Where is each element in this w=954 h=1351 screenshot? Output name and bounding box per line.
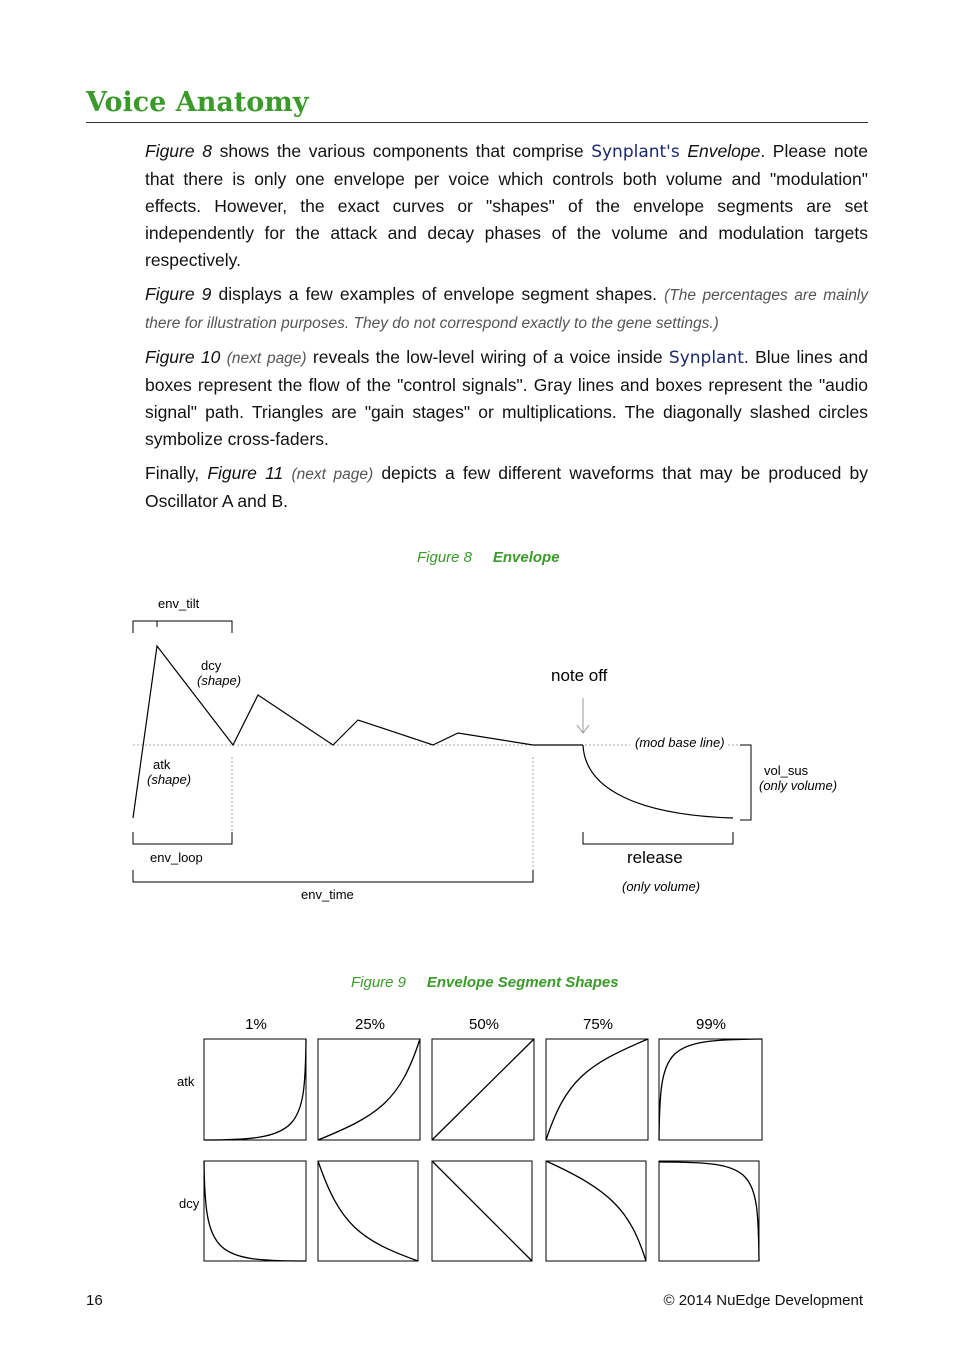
atk-curve-99	[659, 1039, 762, 1140]
row-label: atk	[177, 1074, 195, 1089]
text: depicts a few different waveforms that may be produced by Oscillator A and B.	[145, 463, 868, 511]
term: Envelope	[687, 141, 761, 161]
brand-name: Synplant's	[591, 142, 680, 162]
copyright: © 2014 NuEdge Development	[663, 1292, 863, 1309]
shape-box	[204, 1161, 306, 1261]
label-atk-shape: (shape)	[147, 772, 192, 787]
shape-box	[318, 1161, 418, 1261]
shape-box	[204, 1039, 306, 1140]
caption-title: Envelope	[492, 549, 560, 566]
column-label: 1%	[245, 1016, 267, 1033]
dcy-curve-1	[204, 1161, 306, 1261]
label-release: release	[627, 848, 683, 867]
column-label: 25%	[354, 1016, 386, 1033]
label-dcy: dcy	[201, 658, 222, 673]
dcy-curve-25	[318, 1161, 418, 1261]
label-note-off: note off	[551, 666, 608, 685]
text: . Please note that there is only one envelope per voice which controls both volume and "modulation" effects. However, the exact curves or "shapes" of the envelope segments are set independently for the attack and decay phases of the volume and modulation targets respectively.	[145, 141, 868, 270]
label-vol-sus: vol_sus	[764, 763, 809, 778]
page-title: Voice Anatomy	[86, 86, 868, 123]
caption-title: Envelope Segment Shapes	[426, 974, 619, 991]
page-number: 16	[86, 1292, 103, 1309]
paragraph-3	[145, 344, 868, 453]
paragraph-2	[145, 281, 868, 337]
figure-ref: Figure 9	[145, 284, 212, 304]
dcy-curve-75	[546, 1161, 646, 1261]
vol-sus-bracket	[740, 745, 751, 820]
label-env-tilt: env_tilt	[158, 596, 200, 611]
dcy-curve-50	[432, 1161, 532, 1261]
body-text	[145, 138, 868, 522]
text: Finally,	[145, 463, 208, 483]
paragraph-1	[145, 138, 868, 274]
figure-ref: Figure 8	[145, 141, 212, 161]
column-label: 99%	[695, 1016, 727, 1033]
env-tilt-bracket	[133, 621, 232, 633]
figure-ref: Figure 11	[207, 463, 284, 483]
release-curve	[583, 745, 733, 818]
figure-ref: Figure 10	[145, 347, 221, 367]
atk-curve-50	[432, 1039, 534, 1140]
env-loop-bracket	[133, 832, 232, 844]
shape-box	[546, 1039, 648, 1140]
shape-box	[318, 1039, 420, 1140]
brand-name: Synplant	[668, 348, 744, 368]
row-label: dcy	[179, 1196, 200, 1211]
label-atk: atk	[153, 757, 171, 772]
shape-box	[546, 1161, 646, 1261]
segment-shapes-grid	[0, 1005, 954, 1270]
column-label: 75%	[582, 1016, 614, 1033]
text: shows the various components that comprise	[211, 141, 592, 161]
label-mod-base: (mod base line)	[635, 735, 725, 750]
release-bracket	[583, 832, 733, 844]
text: . Blue lines and boxes represent the flow of the "control signals". Gray lines and boxes represent the "audio signal" path. Triangles are "gain stages" or multiplications. The diagonally slashed circles symbolize cross-faders.	[145, 347, 868, 449]
side-note: (next page)	[226, 350, 307, 367]
paragraph-4	[145, 460, 868, 515]
atk-curve-25	[318, 1039, 420, 1140]
label-env-time: env_time	[301, 887, 354, 902]
dcy-curve-99	[659, 1162, 759, 1261]
text: displays a few examples of envelope segment shapes.	[211, 284, 665, 304]
label-vol-sus-note: (only volume)	[759, 778, 838, 793]
envelope-diagram	[0, 590, 954, 910]
figure9-caption	[351, 974, 619, 991]
side-note: (next page)	[291, 466, 374, 483]
label-dcy-shape: (shape)	[197, 673, 242, 688]
text: reveals the low-level wiring of a voice inside	[306, 347, 669, 367]
label-release-note: (only volume)	[622, 879, 701, 894]
atk-curve-75	[546, 1039, 648, 1140]
figure8-caption	[417, 549, 560, 566]
caption-number: Figure 9	[351, 974, 407, 991]
caption-number: Figure 8	[417, 549, 473, 566]
side-note: (The percentages are mainly there for illustration purposes. They do not correspond exactly to the gene settings.)	[145, 287, 869, 332]
atk-curve-1	[204, 1039, 306, 1140]
label-env-loop: env_loop	[150, 850, 203, 865]
env-time-bracket	[133, 870, 533, 882]
column-label: 50%	[468, 1016, 500, 1033]
